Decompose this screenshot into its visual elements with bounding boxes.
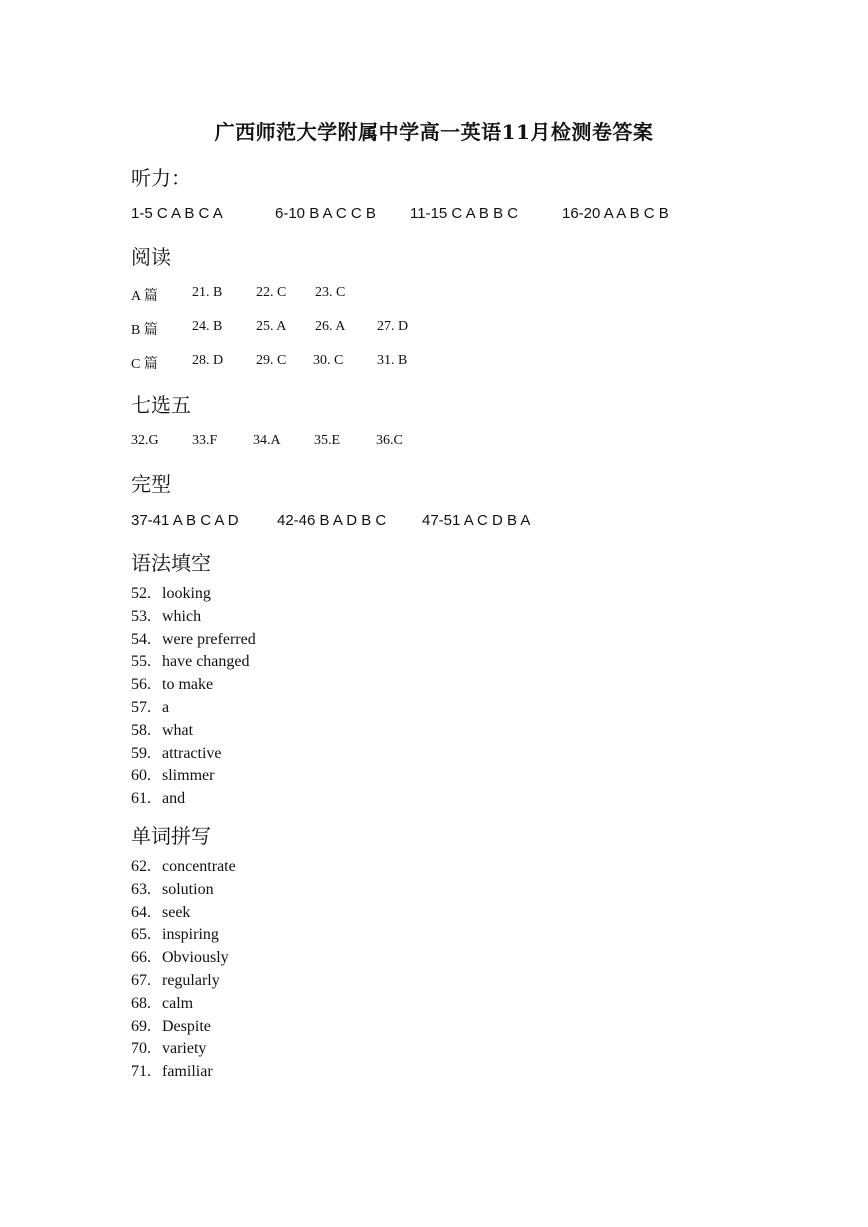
item-answer: what	[162, 721, 194, 739]
listening-group: 1-5 C A B C A	[131, 205, 223, 222]
reading-row-label: C 篇	[131, 357, 158, 372]
list-item	[131, 765, 256, 788]
item-number: 60.	[131, 767, 151, 785]
item-answer: regularly	[162, 971, 220, 989]
seven-five-answer: 35.E	[314, 433, 341, 448]
item-number: 69.	[131, 1017, 151, 1035]
reading-answer: 26. A	[315, 319, 346, 334]
list-item	[131, 970, 236, 993]
item-answer: calm	[162, 994, 194, 1012]
listening-group: 11-15 C A B B C	[410, 205, 519, 222]
reading-answer: 28. D	[192, 353, 224, 368]
reading-answer: 24. B	[192, 319, 223, 334]
grammar-list	[131, 583, 256, 811]
list-item	[131, 583, 256, 606]
listening-group: 6-10 B A C C B	[275, 205, 376, 222]
item-number: 56.	[131, 676, 151, 694]
item-answer: seek	[162, 903, 191, 921]
item-answer: slimmer	[162, 767, 215, 785]
list-item	[131, 651, 256, 674]
list-item	[131, 674, 256, 697]
item-answer: a	[162, 698, 170, 716]
list-item	[131, 902, 236, 925]
cloze-group: 47-51 A C D B A	[422, 512, 531, 529]
item-number: 62.	[131, 858, 151, 875]
item-number: 55.	[131, 653, 151, 671]
item-number: 71.	[131, 1063, 151, 1081]
item-answer: looking	[162, 585, 211, 602]
item-number: 54.	[131, 630, 151, 648]
item-number: 59.	[131, 744, 151, 762]
grammar-heading: 语法填空	[131, 551, 211, 575]
list-item	[131, 993, 236, 1016]
list-item	[131, 606, 256, 629]
spelling-heading: 单词拼写	[131, 824, 211, 848]
item-answer: solution	[162, 880, 214, 898]
item-number: 64.	[131, 903, 151, 921]
item-answer: attractive	[162, 744, 222, 762]
item-answer: have changed	[162, 653, 250, 671]
reading-answer: 23. C	[315, 285, 346, 300]
item-number: 53.	[131, 607, 151, 625]
list-item	[131, 924, 236, 947]
cloze-group: 37-41 A B C A D	[131, 512, 239, 529]
seven-five-answer: 36.C	[376, 433, 403, 448]
item-number: 61.	[131, 790, 151, 808]
item-answer: Obviously	[162, 949, 229, 967]
list-item	[131, 743, 256, 766]
reading-answer: 30. C	[313, 353, 344, 368]
list-item	[131, 697, 256, 720]
cloze-heading: 完型	[131, 472, 171, 496]
item-answer: Despite	[162, 1017, 211, 1035]
reading-answer: 25. A	[256, 319, 287, 334]
page-title: 广西师范大学附属中学高一英语11月检测卷答案	[214, 120, 654, 144]
item-answer: to make	[162, 676, 214, 694]
list-item	[131, 720, 256, 743]
list-item	[131, 879, 236, 902]
list-item	[131, 629, 256, 652]
item-number: 52.	[131, 585, 151, 602]
seven-five-answer: 32.G	[131, 433, 159, 448]
list-item	[131, 788, 256, 811]
reading-row-label: B 篇	[131, 323, 158, 338]
item-number: 66.	[131, 949, 151, 967]
item-number: 58.	[131, 721, 151, 739]
reading-row-label: A 篇	[131, 289, 158, 304]
spelling-list	[131, 856, 236, 1084]
listening-group: 16-20 A A B C B	[562, 205, 669, 222]
reading-heading: 阅读	[131, 245, 171, 269]
item-number: 67.	[131, 971, 151, 989]
seven-five-answer: 34.A	[253, 433, 281, 448]
list-item	[131, 1038, 236, 1061]
item-number: 63.	[131, 880, 151, 898]
item-number: 57.	[131, 698, 151, 716]
seven-five-answer: 33.F	[192, 433, 218, 448]
reading-answer: 29. C	[256, 353, 287, 368]
list-item	[131, 1016, 236, 1039]
item-number: 70.	[131, 1040, 151, 1058]
item-answer: inspiring	[162, 926, 219, 944]
item-number: 65.	[131, 926, 151, 944]
reading-answer: 21. B	[192, 285, 223, 300]
list-item	[131, 856, 236, 879]
item-number: 68.	[131, 994, 151, 1012]
item-answer: familiar	[162, 1063, 213, 1081]
list-item	[131, 1061, 236, 1084]
item-answer: were preferred	[162, 630, 256, 648]
cloze-group: 42-46 B A D B C	[277, 512, 387, 529]
reading-answer: 22. C	[256, 285, 287, 300]
item-answer: which	[162, 607, 202, 625]
reading-answer: 27. D	[377, 319, 409, 334]
list-item	[131, 947, 236, 970]
seven-five-heading: 七选五	[131, 393, 191, 417]
listening-heading: 听力：	[131, 166, 191, 190]
reading-answer: 31. B	[377, 353, 408, 368]
item-answer: variety	[162, 1040, 207, 1058]
item-answer: and	[162, 790, 186, 808]
item-answer: concentrate	[162, 858, 236, 875]
